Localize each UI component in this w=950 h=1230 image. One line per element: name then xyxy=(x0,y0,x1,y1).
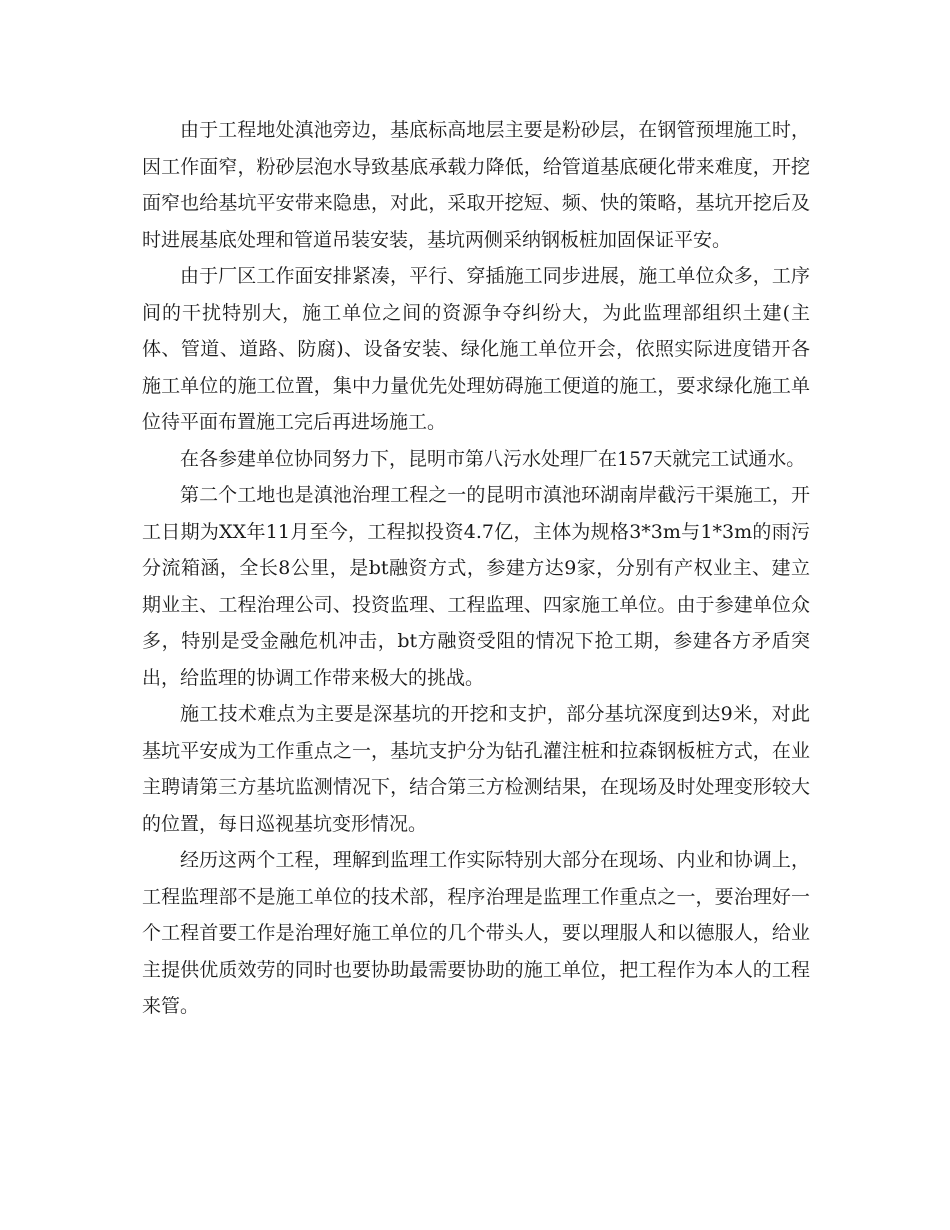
paragraph-second-site: 第二个工地也是滇池治理工程之一的昆明市滇池环湖南岸截污干渠施工，开工日期为XX年11月至今，工程拟投资4.7亿，主体为规格3*3m与1*3m的雨污分流箱涵，全长8公里，是bt融资方式，参建方达9家，分别有产权业主、建立期业主、工程治理公司、投资监理、工程监理、四家施工单位。由于参建单位众多，特别是受金融危机冲击，bt方融资受阻的情况下抢工期，参建各方矛盾突出，给监理的协调工作带来极大的挑战。 xyxy=(142,484,810,689)
document-body xyxy=(142,112,810,1025)
paragraph-site-coordination: 由于厂区工作面安排紧凑，平行、穿插施工同步进展，施工单位众多，工序间的干扰特别大，施工单位之间的资源争夺纠纷大，为此监理部组织土建(主体、管道、道路、防腐)、设备安装、绿化施工单位开会，依照实际进度错开各施工单位的施工位置，集中力量优先处理妨碍施工便道的施工，要求绿化施工单位待平面布置施工完后再进场施工。 xyxy=(142,265,810,433)
paragraph-completion: 在各参建单位协同努力下，昆明市第八污水处理厂在157天就完工试通水。 xyxy=(180,447,806,470)
paragraph-technical-difficulty: 施工技术难点为主要是深基坑的开挖和支护，部分基坑深度到达9米，对此基坑平安成为工作重点之一，基坑支护分为钻孔灌注桩和拉森钢板桩方式，在业主聘请第三方基坑监测情况下，结合第三方检测结果，在现场及时处理变形较大的位置，每日巡视基坑变形情况。 xyxy=(142,703,810,835)
paragraph-experience-summary: 经历这两个工程，理解到监理工作实际特别大部分在现场、内业和协调上，工程监理部不是施工单位的技术部，程序治理是监理工作重点之一，要治理好一个工程首要工作是治理好施工单位的几个带头人，要以理服人和以德服人，给业主提供优质效劳的同时也要协助最需要协助的施工单位，把工程作为本人的工程来管。 xyxy=(142,849,810,1017)
paragraph-foundation-treatment: 由于工程地处滇池旁边，基底标高地层主要是粉砂层，在钢管预埋施工时，因工作面窄，粉砂层泡水导致基底承载力降低，给管道基底硬化带来难度，开挖面窄也给基坑平安带来隐患，对此，采取开挖短、频、快的策略，基坑开挖后及时进展基底处理和管道吊装安装，基坑两侧采纳钢板桩加固保证平安。 xyxy=(142,119,810,251)
